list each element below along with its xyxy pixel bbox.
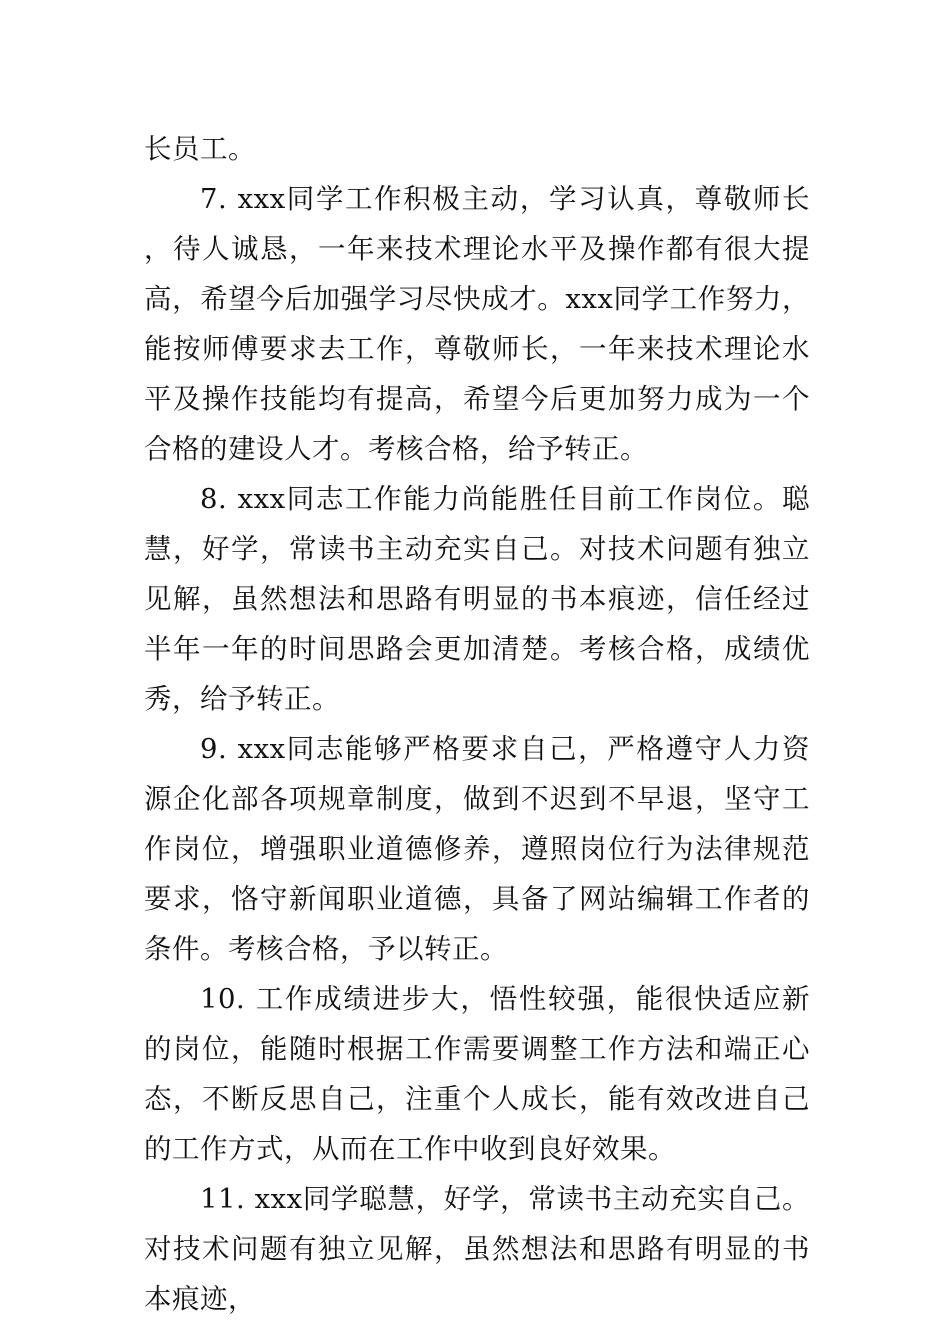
paragraph-9: 9. xxx同志能够严格要求自己，严格遵守人力资源企化部各项规章制度，做到不迟到不早退，坚守工作岗位，增强职业道德修养，遵照岗位行为法律规范要求，恪守新闻职业道德，具备了网站编辑工作者的条件。考核合格，予以转正。 — [144, 733, 810, 965]
paragraph-7: 7. xxx同学工作积极主动，学习认真，尊敬师长，待人诚恳，一年来技术理论水平及操作都有很大提高，希望今后加强学习尽快成才。xxx同学工作努力，能按师傅要求去工作，尊敬师长，一年来技术理论水平及操作技能均有提高，希望今后更加努力成为一个合格的建设人才。考核合格，给予转正。 — [144, 183, 810, 465]
paragraph-11: 11. xxx同学聪慧，好学，常读书主动充实自己。对技术问题有独立见解，虽然想法和思路有明显的书本痕迹， — [144, 1183, 810, 1315]
document-body — [144, 124, 810, 1324]
paragraph-10: 10. 工作成绩进步大，悟性较强，能很快适应新的岗位，能随时根据工作需要调整工作方法和端正心态，不断反思自己，注重个人成长，能有效改进自己的工作方式，从而在工作中收到良好效果。 — [144, 983, 810, 1165]
paragraph-continued: 长员工。 — [144, 133, 256, 165]
paragraph-8: 8. xxx同志工作能力尚能胜任目前工作岗位。聪慧，好学，常读书主动充实自己。对技术问题有独立见解，虽然想法和思路有明显的书本痕迹，信任经过半年一年的时间思路会更加清楚。考核合格，成绩优秀，给予转正。 — [144, 483, 810, 715]
